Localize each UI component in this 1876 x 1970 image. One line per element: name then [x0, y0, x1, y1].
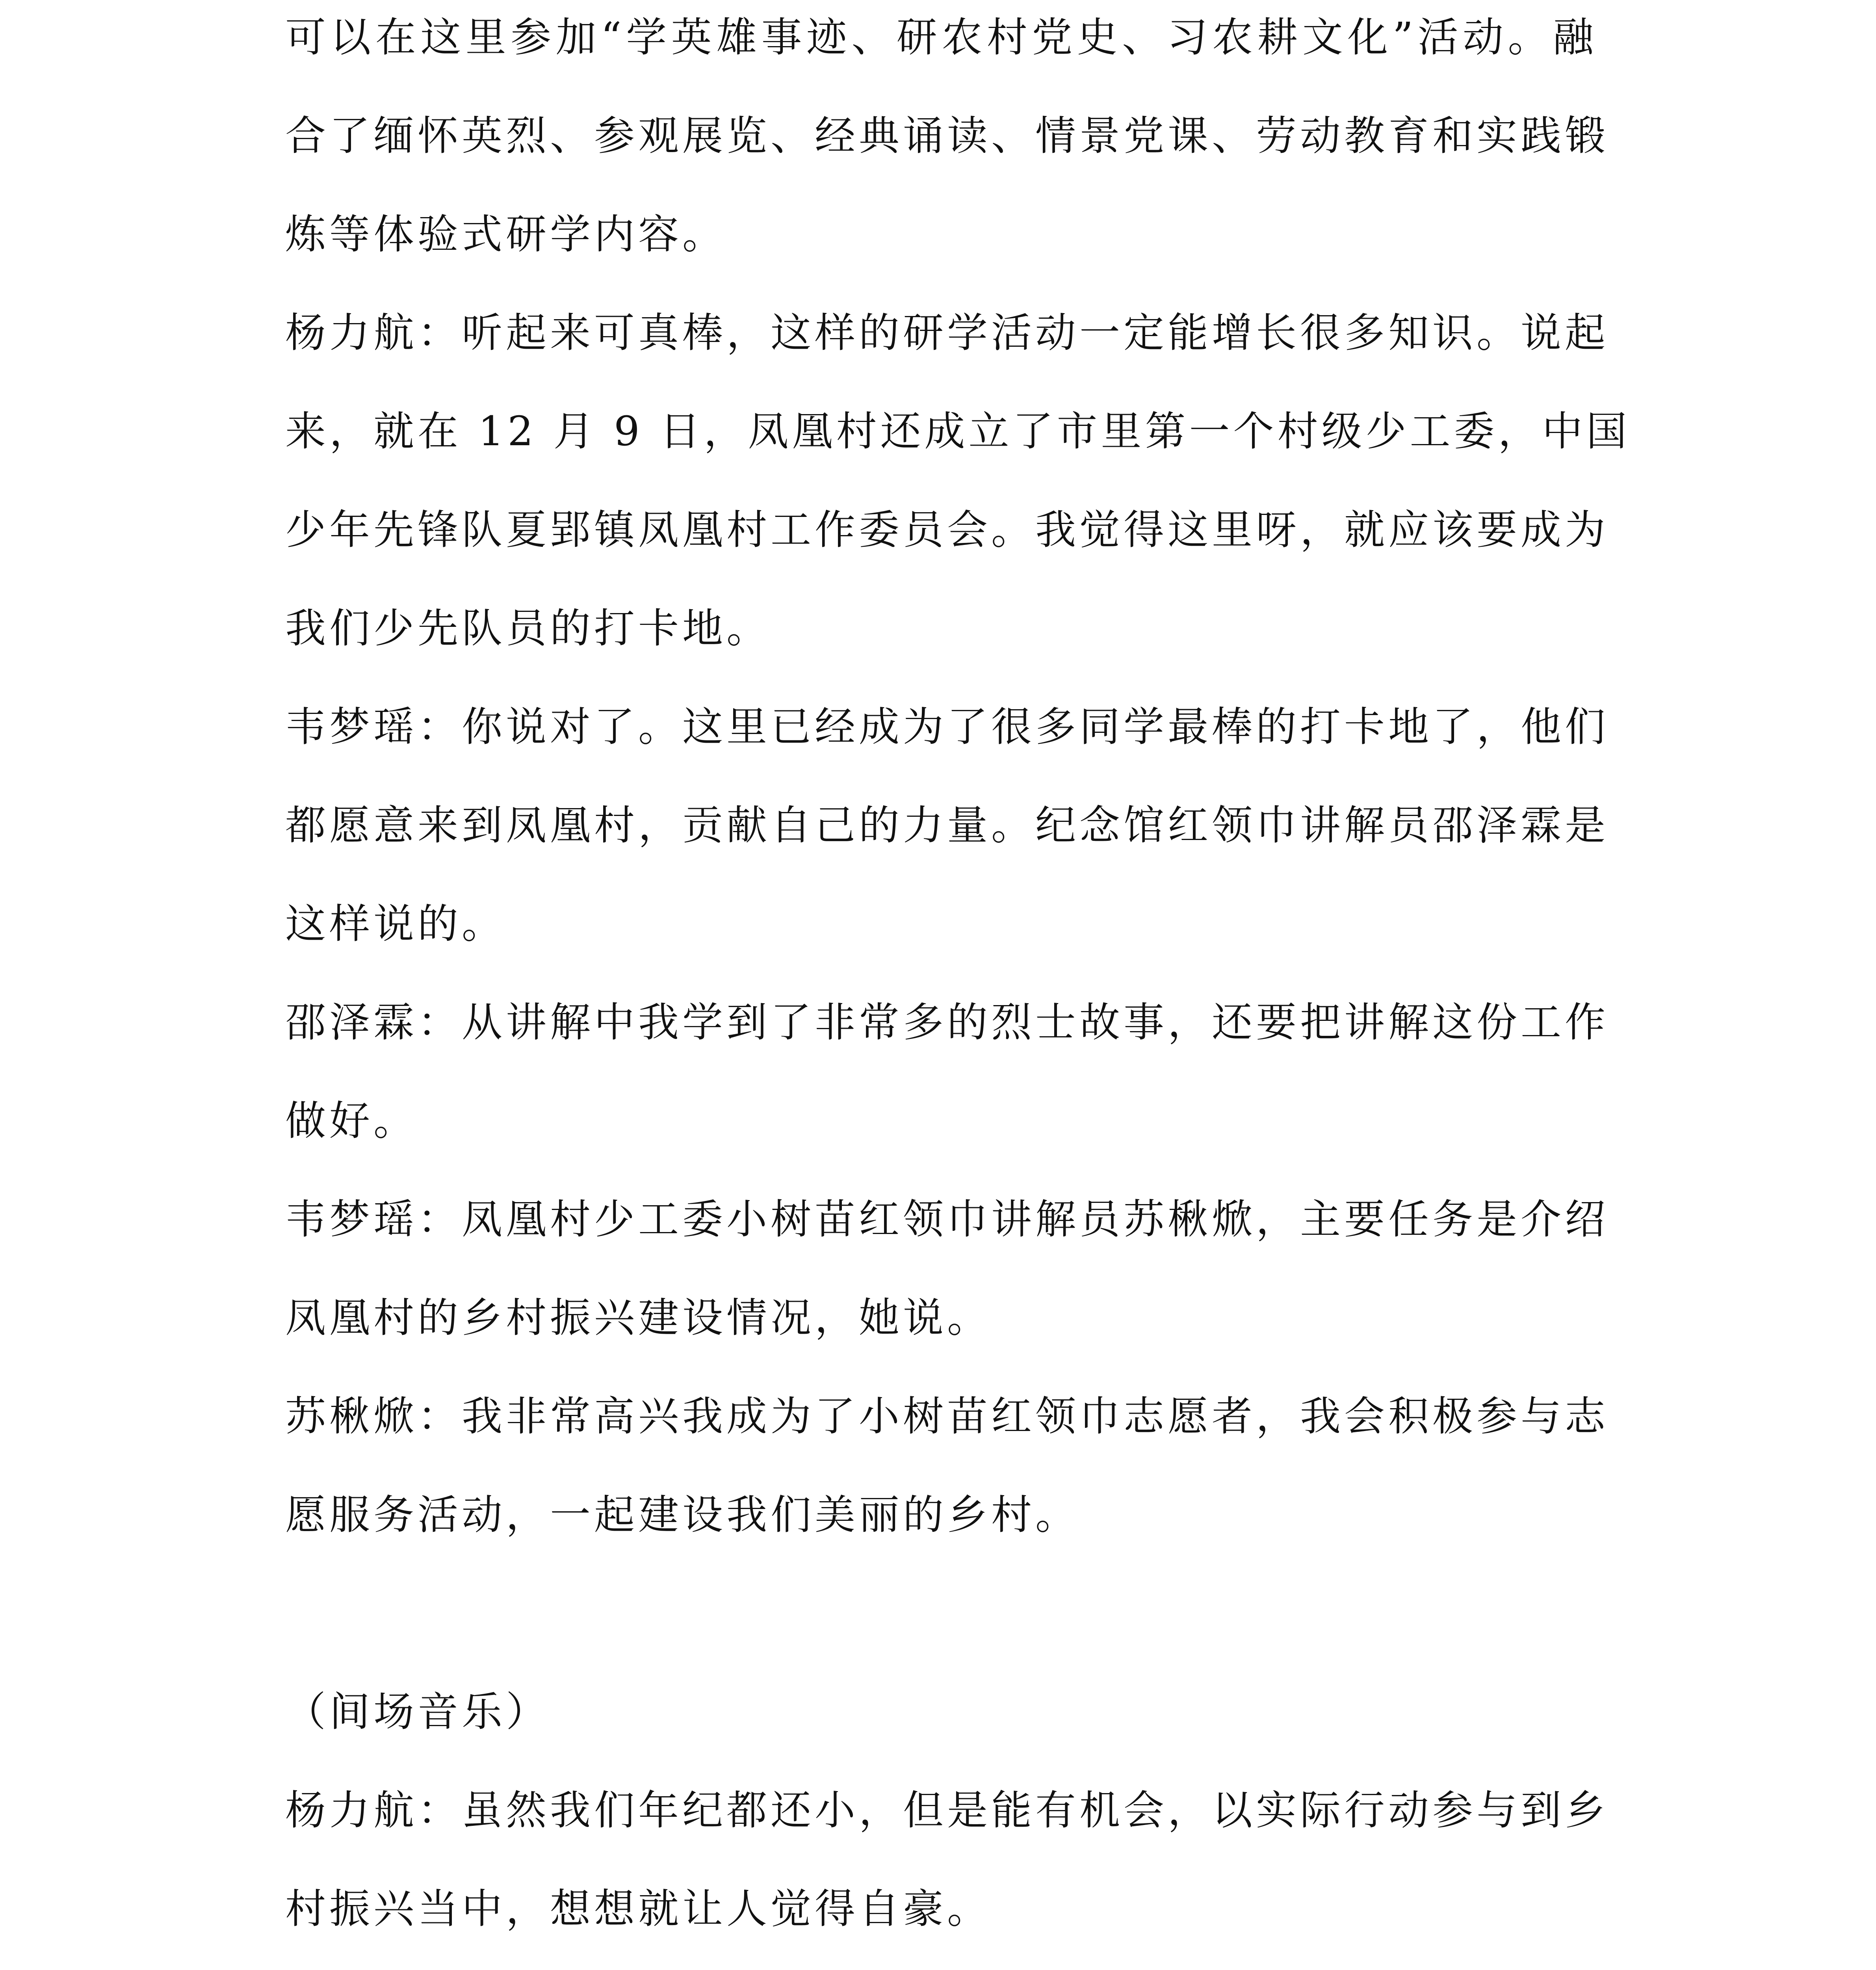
- text-line: 做好。: [285, 1097, 418, 1145]
- text-line: 韦梦瑶：凤凰村少工委小树苗红领巾讲解员苏楸焮，主要任务是介绍: [285, 1196, 1609, 1243]
- text-line: （间场音乐）: [285, 1688, 550, 1736]
- text-line: 韦梦瑶：你说对了。这里已经成为了很多同学最棒的打卡地了，他们: [285, 703, 1609, 751]
- text-line: 愿服务活动，一起建设我们美丽的乡村。: [285, 1491, 1079, 1539]
- text-line: 我们少先队员的打卡地。: [285, 605, 771, 652]
- text-line: 这样说的。: [285, 900, 506, 948]
- text-line: 杨力航：虽然我们年纪都还小，但是能有机会，以实际行动参与到乡: [285, 1787, 1609, 1834]
- text-line: 可以在这里参加“学英雄事迹、研农村党史、习农耕文化”活动。融: [285, 14, 1597, 61]
- text-line: 村振兴当中，想想就让人觉得自豪。: [285, 1885, 991, 1933]
- text-line: 邵泽霖：从讲解中我学到了非常多的烈士故事，还要把讲解这份工作: [285, 999, 1609, 1046]
- text-line: 合了缅怀英烈、参观展览、经典诵读、情景党课、劳动教育和实践锻: [285, 112, 1609, 160]
- text-line: 炼等体验式研学内容。: [285, 211, 726, 258]
- text-line: 杨力航：听起来可真棒，这样的研学活动一定能增长很多知识。说起: [285, 309, 1609, 357]
- text-line: 来，就在 12 月 9 日，凤凰村还成立了市里第一个村级少工委，中国: [285, 408, 1631, 455]
- text-line: 苏楸焮：我非常高兴我成为了小树苗红领巾志愿者，我会积极参与志: [285, 1393, 1609, 1440]
- text-line: 少年先锋队夏郢镇凤凰村工作委员会。我觉得这里呀，就应该要成为: [285, 506, 1609, 554]
- text-line: 都愿意来到凤凰村，贡献自己的力量。纪念馆红领巾讲解员邵泽霖是: [285, 802, 1609, 849]
- text-line: 凤凰村的乡村振兴建设情况，她说。: [285, 1294, 991, 1342]
